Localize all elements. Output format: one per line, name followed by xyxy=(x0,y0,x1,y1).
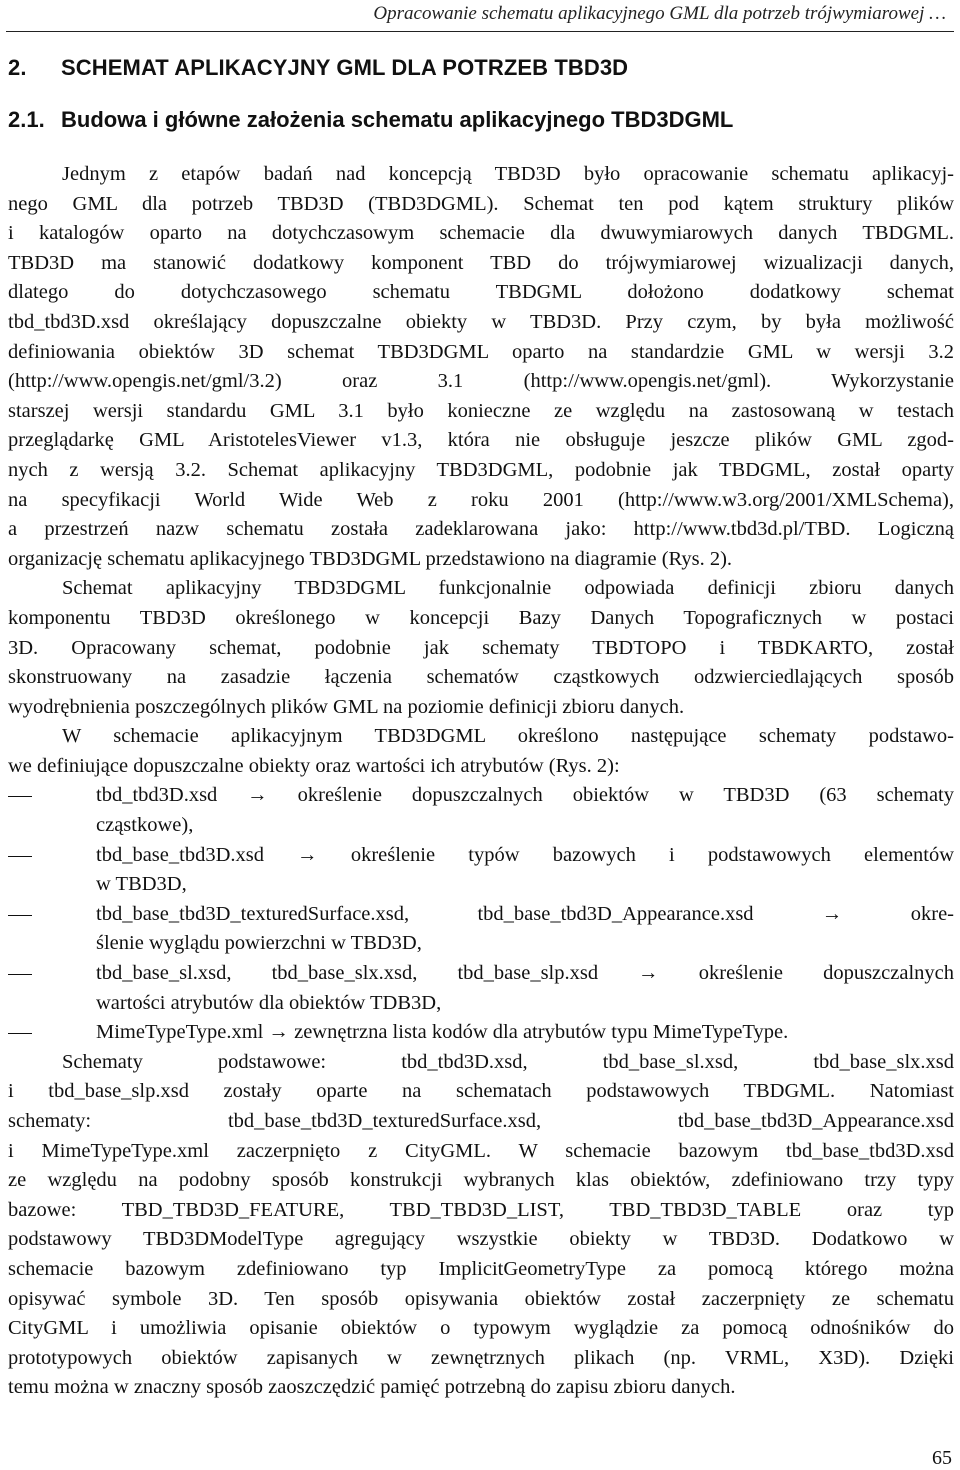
running-header: Opracowanie schematu aplikacyjnego GML dla potrzeb trójwymiarowej … xyxy=(373,3,946,24)
list-item xyxy=(8,1018,954,1048)
text-line: starszej wersji standardu GML 3.1 było konieczne ze względu na zastosowaną w testach xyxy=(8,399,954,422)
text-line: we definiujące dopuszczalne obiekty oraz wartości ich atrybutów (Rys. 2): xyxy=(8,754,620,777)
text-line: tbd_tbd3D.xsd określający dopuszczalne obiekty w TBD3D. Przy czym, by była możliwość xyxy=(8,310,954,333)
section-title: SCHEMAT APLIKACYJNY GML DLA POTRZEB TBD3D xyxy=(61,55,629,80)
text-line: nego GML dla potrzeb TBD3D (TBD3DGML). Schemat ten pod kątem struktury plików xyxy=(8,192,954,215)
text-line: wyodrębnienia poszczególnych plików GML na poziomie definicji zbioru danych. xyxy=(8,695,685,718)
text-line: i MimeTypeType.xml zaczerpnięto z CityGML. W schemacie bazowym tbd_base_tbd3D.xsd xyxy=(8,1139,954,1162)
section-number: 2. xyxy=(8,55,27,80)
header-rule xyxy=(6,31,954,32)
text-line: definiowania obiektów 3D schemat TBD3DGML oparto na standardzie GML w wersji 3.2 xyxy=(8,340,954,363)
text-line: a przestrzeń nazw schematu została zadeklarowana jako: http://www.tbd3d.pl/TBD. Logiczną xyxy=(8,518,954,541)
text-line: ślenie wyglądu powierzchni w TBD3D, xyxy=(96,932,422,955)
text-line: i katalogów oparto na dotychczasowym schemacie dla dwuwymiarowych danych TBDGML. xyxy=(8,222,954,245)
subsection-title: Budowa i główne założenia schematu aplikacyjnego TBD3DGML xyxy=(61,107,734,132)
text-line: temu można w znaczny sposób zaoszczędzić pamięć potrzebną do zapisu zbioru danych. xyxy=(8,1376,736,1399)
list-item xyxy=(8,781,954,840)
dash-bullet-icon xyxy=(8,1033,32,1034)
text-line: schemacie bazowym zdefiniowano typ ImplicitGeometryType za pomocą którego można xyxy=(8,1257,954,1280)
subsection-number: 2.1. xyxy=(8,107,45,132)
text-line: ze względu na podobny sposób konstrukcji wybranych klas obiektów, zdefiniowano trzy typy xyxy=(8,1169,954,1192)
text-line: przeglądarkę GML AristotelesViewer v1.3, która nie obsługuje jeszcze plików GML zgod- xyxy=(8,429,954,452)
list-item xyxy=(8,841,954,900)
text-line: tbd_base_tbd3D.xsd → określenie typów bazowych i podstawowych elementów xyxy=(96,843,954,866)
text-line: nych z wersją 3.2. Schemat aplikacyjny TBD3DGML, podobnie jak TBDGML, został oparty xyxy=(8,458,954,481)
text-line: Jednym z etapów badań nad koncepcją TBD3D było opracowanie schematu aplikacyj- xyxy=(62,163,954,185)
dash-bullet-icon xyxy=(8,915,32,916)
text-line: TBD3D ma stanowić dodatkowy komponent TBD do trójwymiarowej wizualizacji danych, xyxy=(8,251,954,274)
list-item xyxy=(8,900,954,959)
text-line: bazowe: TBD_TBD3D_FEATURE, TBD_TBD3D_LIST, TBD_TBD3D_TABLE oraz typ xyxy=(8,1198,954,1221)
text-line: schematy: tbd_base_tbd3D_texturedSurface.xsd, tbd_base_tbd3D_Appearance.xsd xyxy=(8,1110,954,1132)
text-line: komponentu TBD3D określonego w koncepcji Bazy Danych Topograficznych w postaci xyxy=(8,606,954,629)
list-item xyxy=(8,959,954,1018)
text-line: cząstkowe), xyxy=(96,814,194,837)
text-line: podstawowy TBD3DModelType agregujący wszystkie obiekty w TBD3D. Dodatkowo w xyxy=(8,1228,954,1251)
page-number: 65 xyxy=(932,1447,952,1469)
text-line: na specyfikacji World Wide Web z roku 2001 (http://www.w3.org/2001/XMLSchema), xyxy=(8,488,954,511)
body-text xyxy=(8,160,954,1403)
text-line: Schematy podstawowe: tbd_tbd3D.xsd, tbd_base_sl.xsd, tbd_base_slx.xsd xyxy=(62,1050,954,1073)
text-line: (http://www.opengis.net/gml/3.2) oraz 3.1 (http://www.opengis.net/gml). Wykorzystanie xyxy=(8,370,954,393)
text-line: i tbd_base_slp.xsd zostały oparte na schematach podstawowych TBDGML. Natomiast xyxy=(8,1080,954,1103)
text-line: tbd_tbd3D.xsd → określenie dopuszczalnych obiektów w TBD3D (63 schematy xyxy=(96,784,954,807)
dash-bullet-icon xyxy=(8,974,32,975)
text-line: tbd_base_sl.xsd, tbd_base_slx.xsd, tbd_base_slp.xsd → określenie dopuszczalnych xyxy=(96,962,954,985)
text-line: w TBD3D, xyxy=(96,873,187,896)
text-line: prototypowych obiektów zapisanych w zewnętrznych plikach (np. VRML, X3D). Dzięki xyxy=(8,1346,954,1369)
section-heading xyxy=(8,54,628,82)
dash-bullet-icon xyxy=(8,796,32,797)
text-line: Schemat aplikacyjny TBD3DGML funkcjonalnie odpowiada definicji zbioru danych xyxy=(62,577,954,600)
text-line: MimeTypeType.xml → zewnętrzna lista kodów dla atrybutów typu MimeTypeType. xyxy=(96,1021,789,1044)
text-line: organizację schematu aplikacyjnego TBD3DGML przedstawiono na diagramie (Rys. 2). xyxy=(8,547,733,570)
text-line: 3D. Opracowany schemat, podobnie jak schematy TBDTOPO i TBDKARTO, został xyxy=(8,636,954,659)
text-line: dlatego do dotychczasowego schematu TBDGML dołożono dodatkowy schemat xyxy=(8,281,954,304)
text-line: W schemacie aplikacyjnym TBD3DGML określono następujące schematy podstawo- xyxy=(62,725,954,748)
text-line: skonstruowany na zasadzie łączenia schematów cząstkowych odzwierciedlających sposób xyxy=(8,666,954,689)
dash-bullet-icon xyxy=(8,856,32,857)
text-line: CityGML i umożliwia opisanie obiektów o typowym wyglądzie za pomocą odnośników do xyxy=(8,1317,954,1340)
text-line: opisywać symbole 3D. Ten sposób opisywania obiektów został zaczerpnięty ze schematu xyxy=(8,1287,954,1310)
text-line: wartości atrybutów dla obiektów TDB3D, xyxy=(96,991,442,1014)
subsection-heading xyxy=(8,106,733,134)
text-line: tbd_base_tbd3D_texturedSurface.xsd, tbd_base_tbd3D_Appearance.xsd → okre- xyxy=(96,902,954,925)
